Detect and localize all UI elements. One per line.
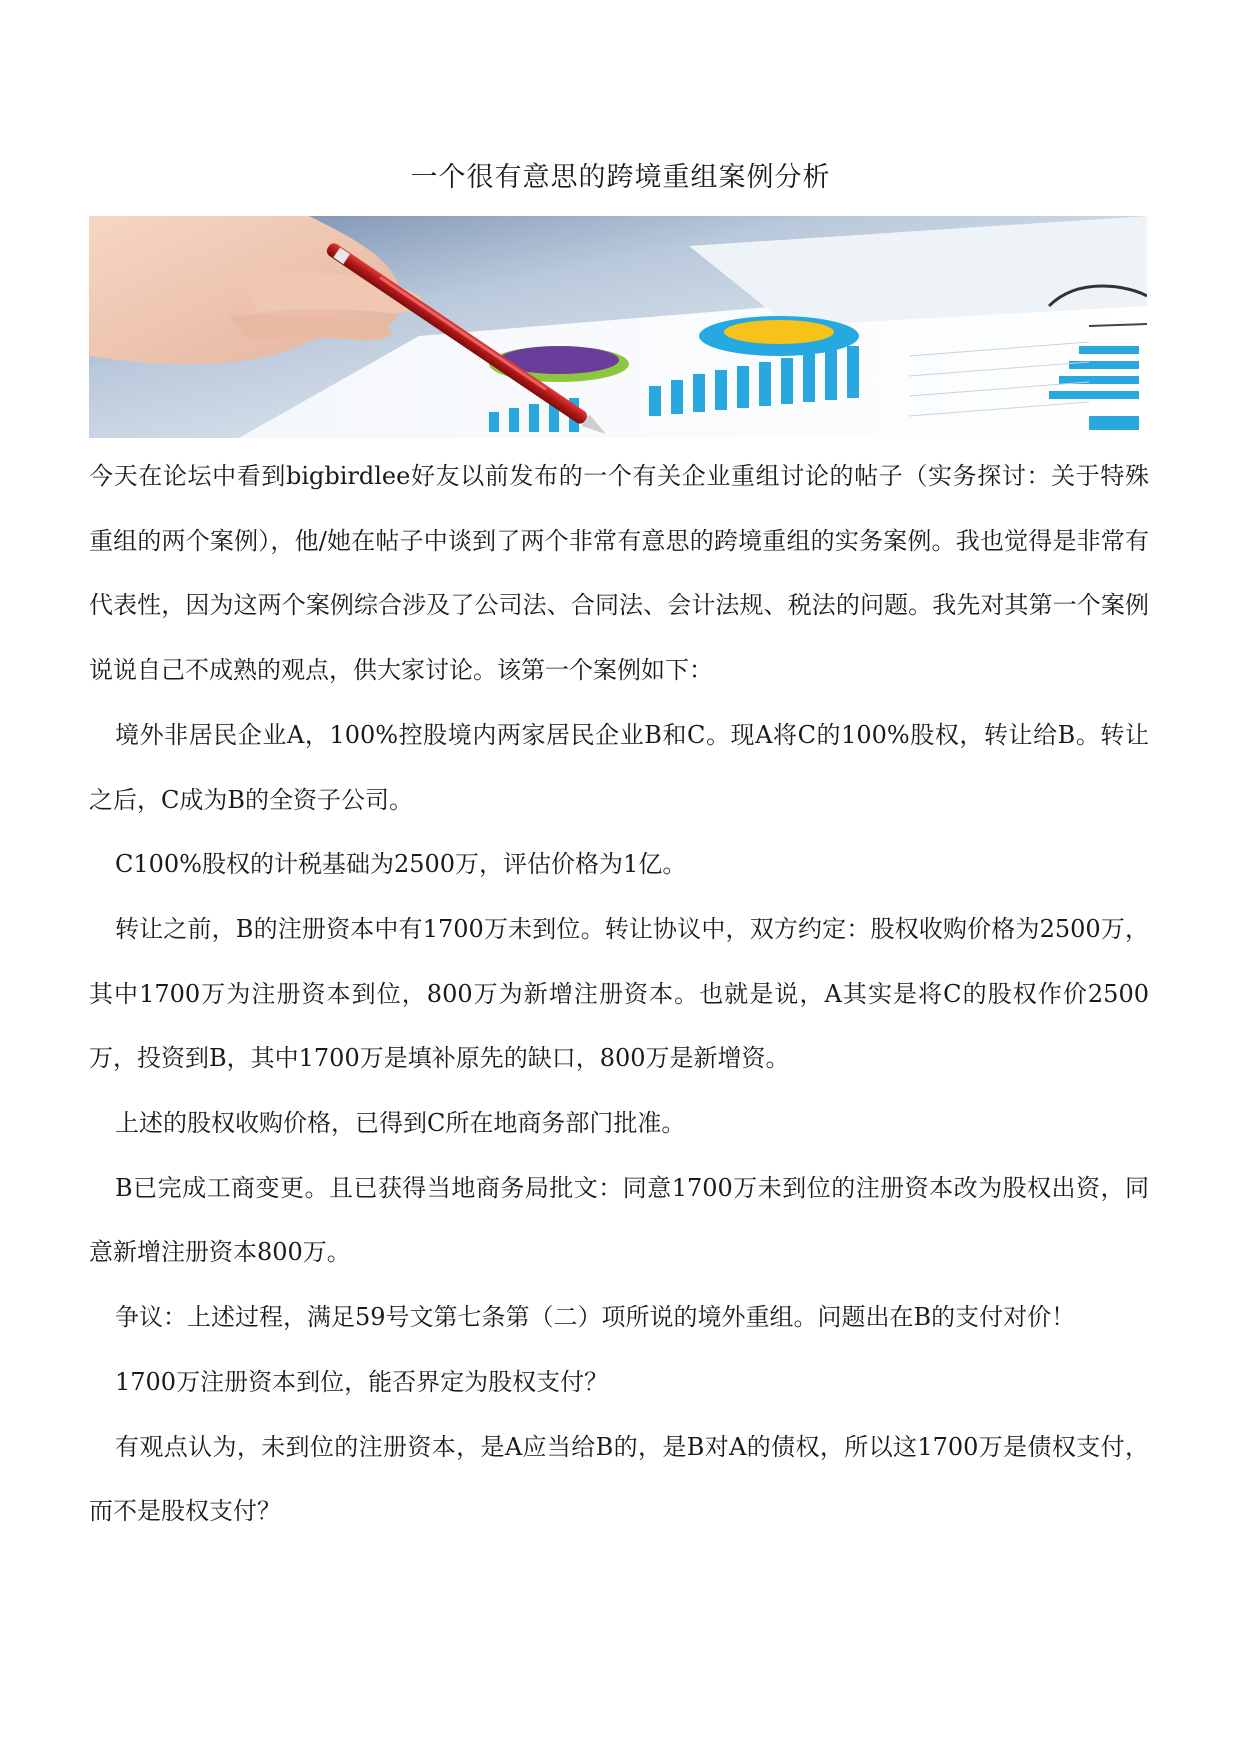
document-body — [89, 444, 1149, 1544]
paragraph-intro: 今天在论坛中看到bigbirdlee好友以前发布的一个有关企业重组讨论的帖子（实务探讨：关于特殊重组的两个案例），他/她在帖子中谈到了两个非常有意思的跨境重组的实务案例。我也觉得是非常有代表性，因为这两个案例综合涉及了公司法、合同法、会计法规、税法的问题。我先对其第一个案例说说自己不成熟的观点，供大家讨论。该第一个案例如下： — [89, 462, 1149, 685]
paragraph-registration: B已完成工商变更。且已获得当地商务局批文：同意1700万未到位的注册资本改为股权出资，同意新增注册资本800万。 — [89, 1173, 1149, 1267]
paragraph-viewpoint: 有观点认为，未到位的注册资本，是A应当给B的，是B对A的债权，所以这1700万是债权支付，而不是股权支付？ — [89, 1432, 1149, 1526]
paragraph-question: 1700万注册资本到位，能否界定为股权支付？ — [115, 1367, 609, 1396]
paragraph-tax-basis: C100%股权的计税基础为2500万，评估价格为1亿。 — [115, 850, 687, 879]
paragraph-approval: 上述的股权收购价格，已得到C所在地商务部门批准。 — [115, 1109, 686, 1138]
paragraph-case-setup: 境外非居民企业A，100%控股境内两家居民企业B和C。现A将C的100%股权，转让给B。转让之后，C成为B的全资子公司。 — [89, 720, 1149, 814]
banner-image — [89, 216, 1147, 438]
paragraph-dispute: 争议：上述过程，满足59号文第七条第（二）项所说的境外重组。问题出在B的支付对价！ — [115, 1303, 1076, 1332]
document-title: 一个很有意思的跨境重组案例分析 — [410, 162, 831, 193]
paragraph-agreement: 转让之前，B的注册资本中有1700万未到位。转让协议中，双方约定：股权收购价格为2500万，其中1700万为注册资本到位，800万为新增注册资本。也就是说，A其实是将C的股权作价2500万，投资到B，其中1700万是填补原先的缺口，800万是新增资。 — [89, 914, 1149, 1073]
